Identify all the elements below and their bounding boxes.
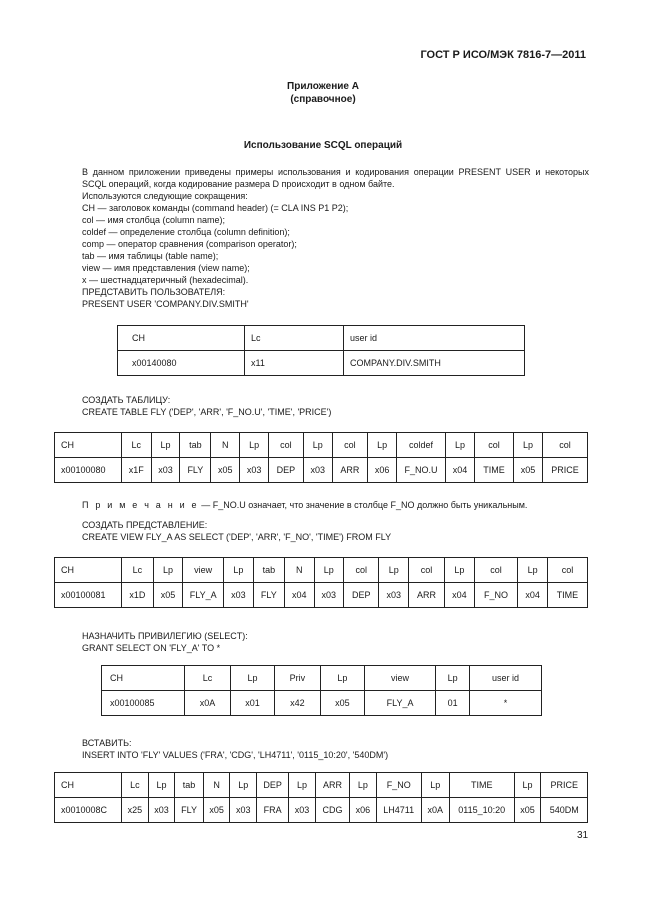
table-header-row [55,773,588,798]
table-cell: CH [102,666,185,691]
table-cell: F_NO [376,773,421,798]
table-cell: Lc [185,666,231,691]
table-cell: Lp [314,558,343,583]
table-cell: N [203,773,230,798]
table-cell: Lp [240,433,269,458]
table-cell: x03 [224,583,253,608]
table-cell: FLY_A [183,583,224,608]
table-cell: ARR [332,458,368,483]
table-row [102,691,542,716]
table-row [118,351,525,376]
abbrev-item: CH — заголовок команды (command header) (= CLA INS P1 P2); [82,203,349,213]
table-cell: tab [253,558,284,583]
note-text: — F_NO.U означает, что значение в столбце F_NO должно быть уникальным. [201,500,528,510]
table-cell: 540DM [541,798,588,823]
table-cell: x0A [185,691,231,716]
table-cell: col [343,558,379,583]
abbrev-item: view — имя представления (view name); [82,263,250,273]
table-cell: DEP [343,583,379,608]
table-cell: CH [118,326,245,351]
table-cell: Lp [518,558,547,583]
table-cell: Lp [514,433,543,458]
table-cell: x01 [231,691,275,716]
table-cell: Lp [303,433,332,458]
table-cell: Lp [320,666,364,691]
appendix-title: Приложение А [287,81,359,92]
insert-command: INSERT INTO 'FLY' VALUES ('FRA', 'CDG', 'LH4711', '0115_10:20', '540DM') [82,750,389,760]
table-cell: Lp [446,433,475,458]
table-cell: x06 [350,798,377,823]
table-cell: col [408,558,444,583]
table-row [55,458,588,483]
table-cell: x00100085 [102,691,185,716]
abbrev-intro: Используются следующие сокращения: [82,191,248,201]
table-cell: col [547,558,587,583]
table-cell: x0010008C [55,798,122,823]
table-cell: Lp [289,773,316,798]
table-cell: ARR [408,583,444,608]
table-cell: LH4711 [376,798,421,823]
table-cell: ARR [315,773,349,798]
table-header-row [55,558,588,583]
table-cell: FLY [175,798,203,823]
table-cell: x04 [445,583,474,608]
table-cell: x03 [303,458,332,483]
table-cell: Lp [350,773,377,798]
present-user-command: PRESENT USER 'COMPANY.DIV.SMITH' [82,299,249,309]
abbrev-item: comp — оператор сравнения (comparison operator); [82,239,297,249]
table-cell: x05 [514,798,541,823]
table-header-row [118,326,525,351]
table-cell: x05 [211,458,240,483]
table-cell: view [364,666,436,691]
create-table-label: СОЗДАТЬ ТАБЛИЦУ: [82,395,171,405]
grant-table [101,665,542,716]
document-standard-header: ГОСТ Р ИСО/МЭК 7816-7—2011 [420,49,586,61]
grant-command: GRANT SELECT ON 'FLY_A' TO * [82,643,221,653]
table-cell: Lc [122,433,152,458]
table-cell: DEP [269,458,304,483]
table-cell: Lp [224,558,253,583]
insert-table [54,772,588,823]
abbrev-item: x — шестнадцатеричный (hexadecimal). [82,275,249,285]
table-cell: 01 [436,691,470,716]
table-cell: Lp [231,666,275,691]
table-cell: PRICE [541,773,588,798]
table-cell: x00100081 [55,583,122,608]
table-cell: TIME [449,773,514,798]
table-cell: Lp [436,666,470,691]
table-cell: F_NO [474,583,518,608]
table-cell: x03 [314,583,343,608]
create-table-table [54,432,588,483]
table-cell: Lp [230,773,257,798]
table-cell: Lc [122,773,149,798]
table-cell: DEP [257,773,289,798]
table-cell: N [211,433,240,458]
table-cell: x03 [379,583,408,608]
table-row [55,583,588,608]
table-cell: Lp [379,558,408,583]
table-cell: Lc [245,326,344,351]
table-cell: x03 [230,798,257,823]
table-cell: tab [175,773,203,798]
table-cell: Lp [445,558,474,583]
create-table-command: CREATE TABLE FLY ('DEP', 'ARR', 'F_NO.U', 'TIME', 'PRICE') [82,407,332,417]
table-cell: x05 [153,583,182,608]
table-cell: x03 [151,458,180,483]
table-cell: x00140080 [118,351,245,376]
table-cell: Lp [148,773,175,798]
table-header-row [55,433,588,458]
intro-paragraph [82,166,589,190]
table-cell: x05 [514,458,543,483]
table-cell: FLY [180,458,211,483]
create-view-command: CREATE VIEW FLY_A AS SELECT ('DEP', 'ARR', 'F_NO', 'TIME') FROM FLY [82,532,392,542]
table-cell: N [285,558,314,583]
table-cell: FLY [253,583,284,608]
table-cell: F_NO.U [397,458,446,483]
table-cell: x0A [421,798,449,823]
table-cell: coldef [397,433,446,458]
present-user-table [117,325,525,376]
table-cell: user id [470,666,542,691]
table-cell: x1F [122,458,152,483]
table-cell: Lp [151,433,180,458]
table-cell: 0115_10:20 [449,798,514,823]
table-cell: x04 [285,583,314,608]
table-cell: TIME [474,458,513,483]
table-cell: x00100080 [55,458,122,483]
table-cell: x05 [320,691,364,716]
table-cell: COMPANY.DIV.SMITH [344,351,525,376]
table-cell: x04 [518,583,547,608]
table-cell: col [474,433,513,458]
table-cell: Lp [514,773,541,798]
abbrev-item: col — имя столбца (column name); [82,215,226,225]
note [82,499,527,511]
abbrev-item: coldef — определение столбца (column definition); [82,227,290,237]
insert-label: ВСТАВИТЬ: [82,738,132,748]
table-cell: CH [55,558,122,583]
table-cell: x06 [368,458,397,483]
page-number: 31 [577,830,589,841]
table-cell: Lp [368,433,397,458]
abbrev-item: tab — имя таблицы (table name); [82,251,219,261]
create-view-label: СОЗДАТЬ ПРЕДСТАВЛЕНИЕ: [82,520,208,530]
table-cell: tab [180,433,211,458]
present-user-label: ПРЕДСТАВИТЬ ПОЛЬЗОВАТЕЛЯ: [82,287,226,297]
section-title: Использование SCQL операций [243,140,403,151]
table-cell: FRA [257,798,289,823]
note-label: П р и м е ч а н и е [82,500,199,510]
table-cell: Lc [122,558,154,583]
table-cell: x03 [240,458,269,483]
grant-label: НАЗНАЧИТЬ ПРИВИЛЕГИЮ (SELECT): [82,631,248,641]
table-cell: CDG [315,798,349,823]
table-cell: x04 [446,458,475,483]
table-header-row [102,666,542,691]
table-cell: Priv [274,666,320,691]
table-cell: x03 [148,798,175,823]
table-cell: Lp [153,558,182,583]
table-cell: CH [55,433,122,458]
table-cell: x05 [203,798,230,823]
table-cell: view [183,558,224,583]
table-cell: x42 [274,691,320,716]
table-cell: user id [344,326,525,351]
create-view-table [54,557,588,608]
table-cell: x25 [122,798,149,823]
table-cell: * [470,691,542,716]
table-cell: TIME [547,583,587,608]
table-cell: x03 [289,798,316,823]
table-row [55,798,588,823]
intro-paragraph-text: В данном приложении приведены примеры использования и кодирования операции PRESENT USER и некоторых SCQL операций, когда кодирование размера D происходит в одном байте. [82,167,589,189]
table-cell: col [269,433,304,458]
table-cell: Lp [421,773,449,798]
table-cell: PRICE [543,458,588,483]
table-cell: x11 [245,351,344,376]
table-cell: FLY_A [364,691,436,716]
table-cell: col [332,433,368,458]
table-cell: col [474,558,518,583]
table-cell: x1D [122,583,154,608]
appendix-subtitle: (справочное) [290,94,356,105]
table-cell: col [543,433,588,458]
table-cell: CH [55,773,122,798]
